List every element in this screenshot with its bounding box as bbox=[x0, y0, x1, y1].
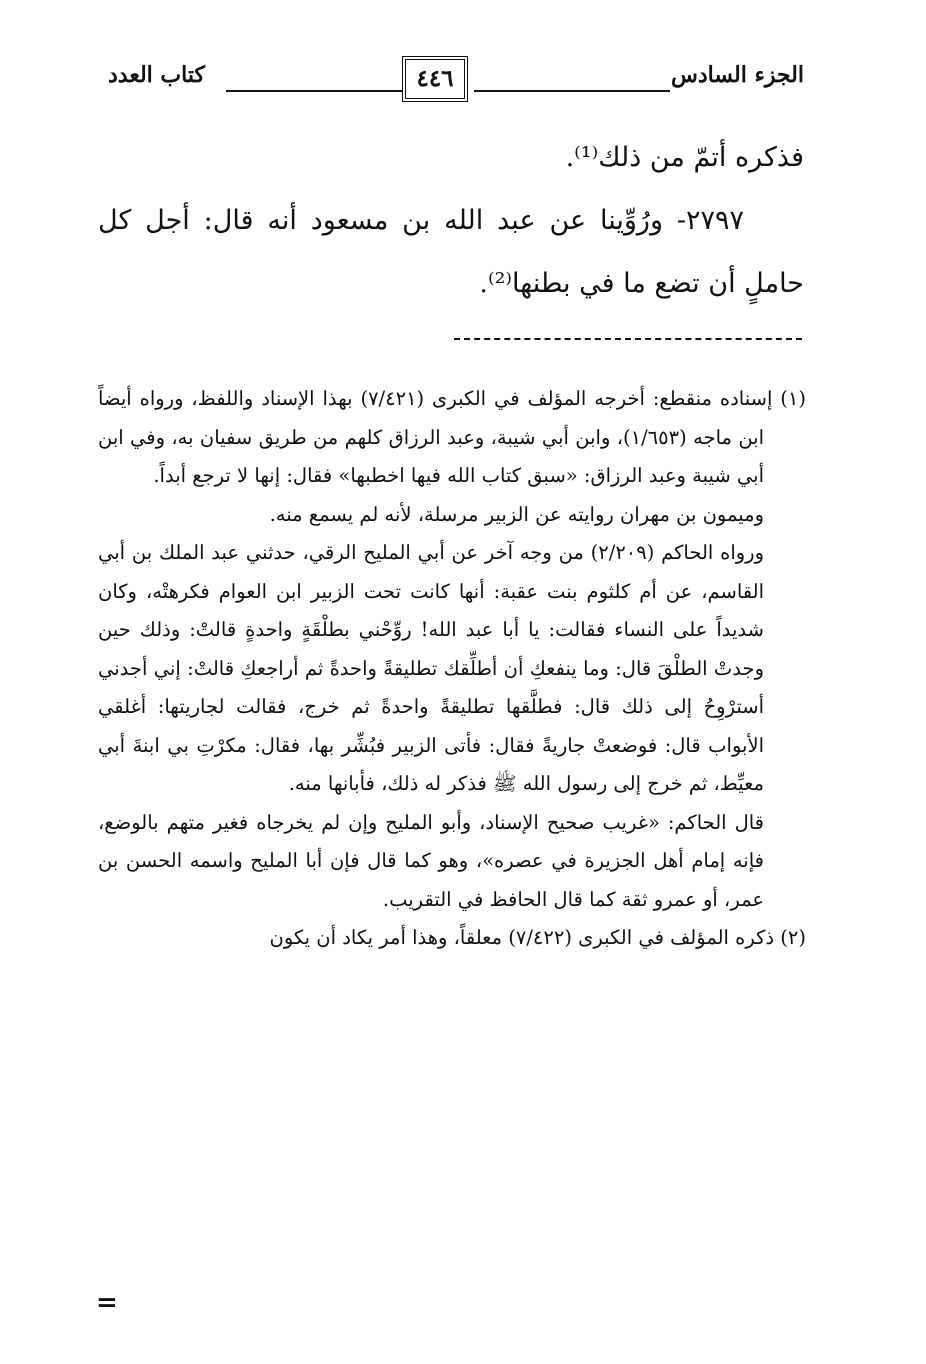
header-rule-left bbox=[226, 90, 402, 92]
hadith-2797: ٢٧٩٧- ورُوِّينا عن عبد الله بن مسعود أنه قال: أجل كل حاملٍ أن تضع ما في بطنها⁽²⁾. bbox=[98, 205, 804, 299]
footnote-separator bbox=[454, 338, 802, 340]
footnote-1: (١) إسناده منقطع: أخرجه المؤلف في الكبرى (٧/٤٢١) بهذا الإسناد واللفظ، ورواه أيضاً ابن ماجه (١/٦٥٣)، وابن أبي شيبة، وعبد الرزاق كلهم من طريق سفيان به، وفي ابن أبي شيبة وعبد الرزاق: «سبق كتاب الله فيها اخطبها» فقال: إنها لا ترجع أبداً. bbox=[98, 387, 806, 487]
continuation-mark: = bbox=[96, 1288, 118, 1318]
footnote-1-hakim-narration: ورواه الحاكم (٢/٢٠٩) من وجه آخر عن أبي المليح الرقي، حدثني عبد الملك بن أبي القاسم، عن أم كلثوم بنت عقبة: أنها كانت تحت الزبير ابن العوام فكرهتْه، وكان شديداً على النساء فقالت: يا أبا عبد الله! روِّحْني بطلْقَةٍ واحدةٍ قالتْ: وذلك حين وجدتْ الطلْقَ قال: وما ينفعكِ أن أطلِّقك تطليقةً واحدةً ثم أراجعكِ قالتْ: إني أجدني أسترْوِحُ إلى ذلك قال: فطلَّقها تطليقةً واحدةً ثم خرج، فقالت لجاريتها: أغلقي الأبواب قال: فوضعتْ جاريةً فقال: فأتى الزبير فبُشِّر بها، فقال: مكرْتِ بي ابنةَ أبي معيِّط، ثم خرج إلى رسول الله ﷺ فذكر له ذلك، فأبانها منه. bbox=[98, 541, 764, 795]
volume-title: الجزء السادس bbox=[671, 62, 804, 88]
main-paragraph-1: فذكره أتمّ من ذلك⁽¹⁾. bbox=[565, 142, 804, 173]
footnote-1-hakim-verdict: قال الحاكم: «غريب صحيح الإسناد، وأبو المليح وإن لم يخرجاه فغير متهم بالوضع، فإنه إمام أهل الجزيرة في عصره»، وهو كما قال فإن أبا المليح واسمه الحسن بن عمر، أو عمرو ثقة كما قال الحافظ في التقريب. bbox=[98, 810, 764, 911]
main-text bbox=[98, 126, 804, 315]
running-header bbox=[0, 48, 926, 112]
header-rule-right bbox=[474, 90, 670, 92]
book-title: كتاب العدد bbox=[108, 62, 205, 88]
footnotes bbox=[98, 380, 806, 958]
page-number: ٤٤٦ bbox=[402, 56, 468, 102]
footnote-1-note-maymun: وميمون بن مهران روايته عن الزبير مرسلة، لأنه لم يسمع منه. bbox=[269, 502, 764, 526]
footnote-2: (٢) ذكره المؤلف في الكبرى (٧/٤٢٢) معلقاً، وهذا أمر يكاد أن يكون bbox=[269, 926, 806, 949]
